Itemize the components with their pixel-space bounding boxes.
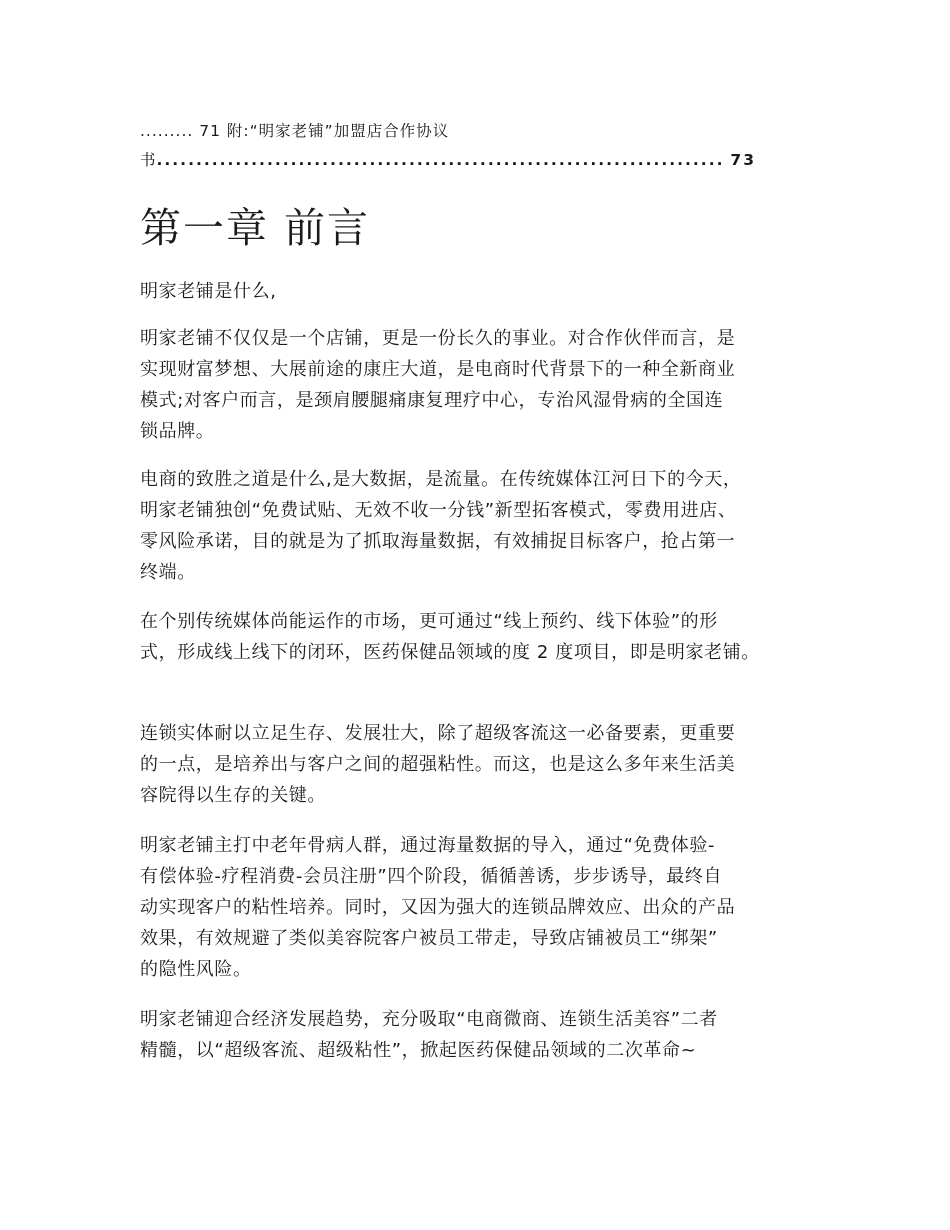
toc-entry-text: 书 bbox=[140, 151, 157, 169]
paragraph-line: 明家老铺独创“免费试贴、无效不收一分钱”新型拓客模式，零费用进店、 bbox=[140, 500, 737, 521]
paragraph-line: 明家老铺是什么, bbox=[140, 281, 277, 302]
toc-entry-appendix-continued bbox=[140, 148, 756, 170]
paragraph-line: 零风险承诺，目的就是为了抓取海量数据，有效捕捉目标客户，抢占第一 bbox=[140, 531, 736, 552]
paragraph-line: 模式;对客户而言，是颈肩腰腿痛康复理疗中心，专治风湿骨病的全国连 bbox=[140, 390, 724, 411]
toc-entry-text: ......... 71 附:“明家老铺”加盟店合作协议 bbox=[140, 122, 450, 140]
paragraph-1 bbox=[140, 276, 277, 307]
paragraph-line: 明家老铺主打中老年骨病人群，通过海量数据的导入，通过“免费体验- bbox=[140, 835, 716, 856]
paragraph-line: 实现财富梦想、大展前途的康庄大道，是电商时代背景下的一种全新商业 bbox=[140, 359, 736, 380]
paragraph-line: 明家老铺迎合经济发展趋势，充分吸取“电商微商、连锁生活美容”二者 bbox=[140, 1009, 718, 1030]
paragraph-line: 连锁实体耐以立足生存、发展壮大，除了超级客流这一必备要素，更重要 bbox=[140, 723, 736, 744]
paragraph-line: 式，形成线上线下的闭环，医药保健品领域的度 2 度项目，即是明家老铺。 bbox=[140, 642, 760, 663]
paragraph-line: 容院得以生存的关键。 bbox=[140, 785, 326, 806]
toc-entry-appendix bbox=[140, 119, 740, 141]
paragraph-line: 效果，有效规避了类似美容院客户被员工带走，导致店铺被员工“绑架” bbox=[140, 928, 718, 949]
paragraph-line: 的一点，是培养出与客户之间的超强粘性。而这，也是这么多年来生活美 bbox=[140, 754, 736, 775]
paragraph-line: 电商的致胜之道是什么,是大数据，是流量。在传统媒体江河日下的今天， bbox=[140, 469, 742, 490]
paragraph-line: 有偿体验-疗程消费-会员注册”四个阶段，循循善诱，步步诱导，最终自 bbox=[140, 866, 723, 887]
paragraph-line: 明家老铺不仅仅是一个店铺，更是一份长久的事业。对合作伙伴而言，是 bbox=[140, 328, 736, 349]
paragraph-line: 终端。 bbox=[140, 562, 196, 583]
toc-leader-dots: ........................................................................ bbox=[156, 151, 725, 169]
paragraph-line: 精髓，以“超级客流、超级粘性”，掀起医药保健品领域的二次革命~ bbox=[140, 1040, 697, 1061]
paragraph-3 bbox=[140, 464, 742, 588]
paragraph-7 bbox=[140, 1004, 718, 1066]
paragraph-5 bbox=[140, 718, 735, 811]
toc-page-number: 73 bbox=[730, 151, 756, 169]
paragraph-line: 锁品牌。 bbox=[140, 421, 215, 442]
paragraph-line: 动实现客户的粘性培养。同时，又因为强大的连锁品牌效应、出众的产品 bbox=[140, 897, 736, 918]
chapter-title: 第一章 前言 bbox=[140, 204, 371, 252]
paragraph-2 bbox=[140, 323, 735, 447]
paragraph-4 bbox=[140, 606, 760, 668]
paragraph-6 bbox=[140, 830, 735, 985]
paragraph-line: 在个别传统媒体尚能运作的市场，更可通过“线上预约、线下体验”的形 bbox=[140, 611, 718, 632]
paragraph-line: 的隐性风险。 bbox=[140, 959, 252, 980]
